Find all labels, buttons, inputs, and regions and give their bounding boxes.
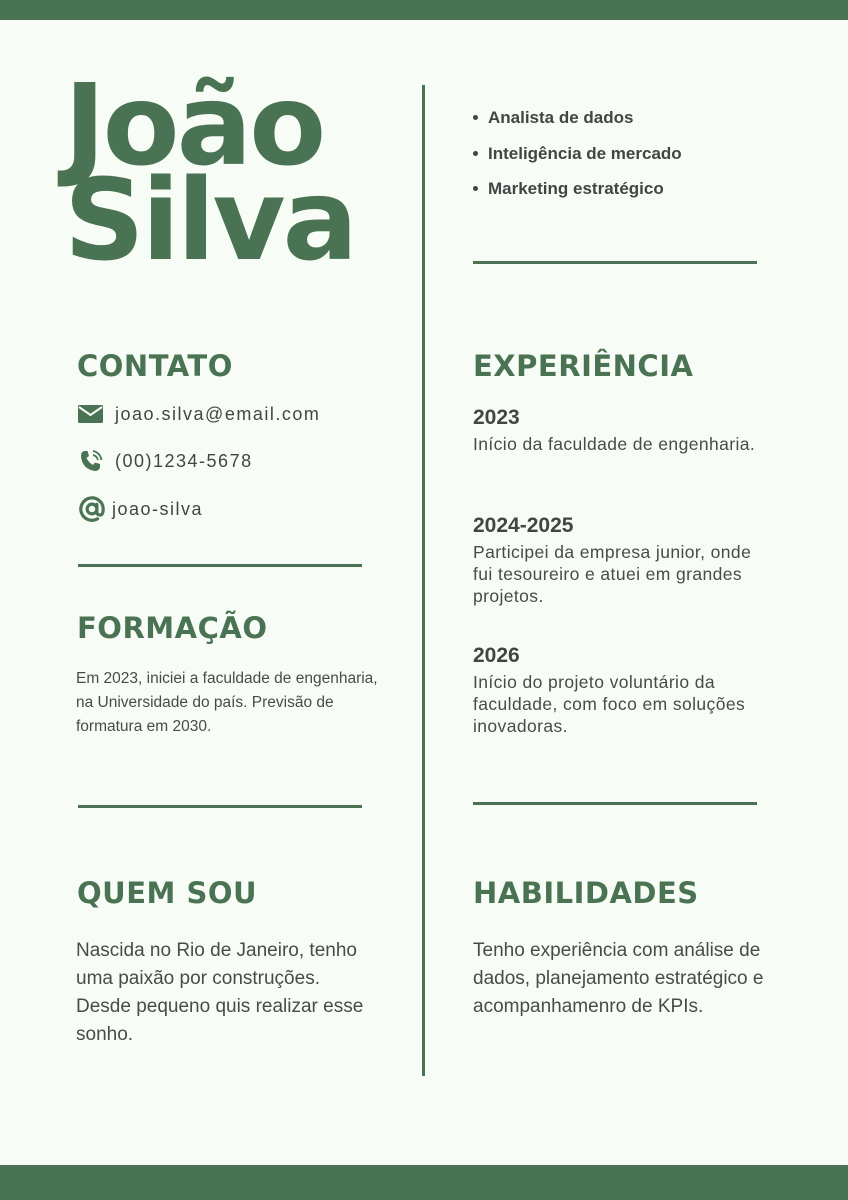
formacao-divider <box>78 805 362 808</box>
quem-sou-text: Nascida no Rio de Janeiro, tenho uma paixão por construções. Desde pequeno quis realizar esse sonho. <box>76 940 364 1045</box>
role-tags-list <box>473 106 682 213</box>
contact-handle[interactable] <box>78 495 203 523</box>
contact-phone[interactable] <box>78 447 253 475</box>
contato-divider <box>78 564 362 567</box>
formacao-heading: FORMAÇÃO <box>77 611 268 645</box>
bullet-icon <box>473 151 478 156</box>
column-divider <box>422 85 425 1076</box>
experience-desc: Início do projeto voluntário da faculdade, com foco em soluções inovadoras. <box>473 672 746 736</box>
contato-heading: CONTATO <box>77 349 233 383</box>
top-accent-bar <box>0 0 848 20</box>
experience-year: 2023 <box>473 406 520 429</box>
phone-icon <box>78 447 106 475</box>
experience-year: 2024-2025 <box>473 514 574 537</box>
name-last: Silva <box>64 156 356 286</box>
experience-desc: Participei da empresa junior, onde fui tesoureiro e atuei em grandes projetos. <box>473 542 752 606</box>
bullet-icon <box>473 115 478 120</box>
experience-desc: Início da faculdade de engenharia. <box>473 434 756 454</box>
name-first: João <box>64 61 324 191</box>
role-tag <box>473 142 682 178</box>
contact-email-text: joao.silva@email.com <box>115 403 321 424</box>
role-tag <box>473 106 682 142</box>
experience-item <box>473 405 773 455</box>
role-tag-label: Analista de dados <box>488 108 634 127</box>
formacao-text: Em 2023, iniciei a faculdade de engenharia, na Universidade do país. Previsão de formatura em 2030. <box>76 670 378 735</box>
experience-item <box>473 643 773 737</box>
bullet-icon <box>473 186 478 191</box>
bottom-accent-bar <box>0 1165 848 1200</box>
experiencia-heading: EXPERIÊNCIA <box>473 349 694 383</box>
habilidades-heading: HABILIDADES <box>473 876 699 910</box>
mail-icon <box>78 400 106 428</box>
tags-divider <box>473 261 757 264</box>
contact-handle-text: joao-silva <box>112 498 204 519</box>
experiencia-divider <box>473 802 757 805</box>
contact-email[interactable] <box>78 400 320 428</box>
quem-sou-heading: QUEM SOU <box>77 876 258 910</box>
experience-year: 2026 <box>473 644 520 667</box>
experience-item <box>473 513 773 607</box>
at-sign-icon <box>78 495 106 523</box>
habilidades-text: Tenho experiência com análise de dados, planejamento estratégico e acompanhamenro de KPIs. <box>473 940 764 1017</box>
role-tag-label: Marketing estratégico <box>488 179 664 198</box>
contact-phone-text: (00)1234-5678 <box>115 450 253 471</box>
role-tag-label: Inteligência de mercado <box>488 143 682 163</box>
role-tag <box>473 177 682 213</box>
